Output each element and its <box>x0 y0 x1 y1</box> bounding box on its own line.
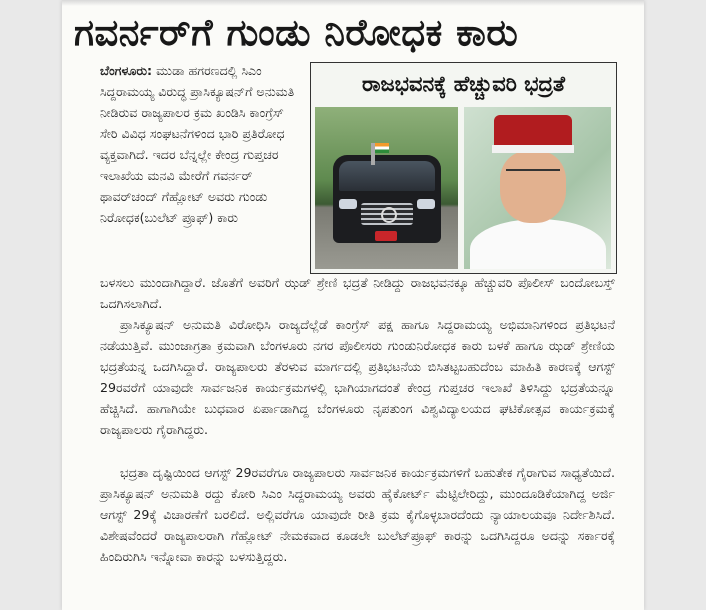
body-paragraph-1: ಬಳಸಲು ಮುಂದಾಗಿದ್ದಾರೆ. ಜೊತೆಗೆ ಅವರಿಗೆ ಝಡ್ ಶ್ರೇಣಿ ಭದ್ರತೆ ನೀಡಿದ್ದು ರಾಜಭವನಕ್ಕೂ ಹೆಚ್ಚುವರಿ ಪೊಲೀಸ್ ಬಂದೋಬಸ್ತ್ ಒದಗಿಸಲಾಗಿದೆ. <box>100 275 615 311</box>
car-windshield <box>339 161 435 191</box>
intro-column <box>100 60 305 228</box>
car-headlight-right <box>417 199 435 209</box>
flag-icon <box>375 143 389 153</box>
intro-paragraph <box>100 60 305 228</box>
bulletproof-car-photo <box>315 107 458 269</box>
portrait-glasses <box>506 169 560 183</box>
newspaper-clipping <box>62 0 644 610</box>
byline: ಬೆಂಗಳೂರು: <box>100 63 153 78</box>
photo-box <box>310 62 617 274</box>
body-paragraph-2: ಪ್ರಾಸಿಕ್ಯೂಷನ್ ಅನುಮತಿ ವಿರೋಧಿಸಿ ರಾಜ್ಯದೆಲ್ಲೆಡೆ ಕಾಂಗ್ರೆಸ್ ಪಕ್ಷ ಹಾಗೂ ಸಿದ್ದರಾಮಯ್ಯ ಅಭಿಮಾನಿಗಳಿಂದ ಪ್ರತಿಭಟನೆ ನಡೆಯುತ್ತಿವೆ. ಮುಂಜಾಗ್ರತಾ ಕ್ರಮವಾಗಿ ಬೆಂಗಳೂರು ನಗರ ಪೊಲೀಸರು ಗುಂಡುನಿರೋಧಕ ಕಾರು ಬಳಕೆ ಹಾಗೂ ಝಡ್ ಶ್ರೇಣಿಯ ಭದ್ರತೆಯನ್ನ ಒದಗಿಸಿದ್ದಾರೆ. ರಾಜ್ಯಪಾಲರು ತೆರಳುವ ಮಾರ್ಗದಲ್ಲಿ ಪ್ರತಿಭಟನೆಯ ಬಿಸಿತಟ್ಟಬಹುದೆಂಬ ಮಾಹಿತಿ ಕಾರಣಕ್ಕೆ ಆಗಸ್ಟ್ 29ರವರೆಗೆ ಯಾವುದೇ ಸಾರ್ವಜನಿಕ ಕಾರ್ಯಕ್ರಮಗಳಲ್ಲಿ ಭಾಗಿಯಾಗದಂತೆ ಕೇಂದ್ರ ಗುಪ್ತಚರ ಇಲಾಖೆ ತಿಳಿಸಿದ್ದು ಭದ್ರತೆಯನ್ನೂ ಹೆಚ್ಚಿಸಿದೆ. ಹಾಗಾಗಿಯೇ ಬುಧವಾರ ಏರ್ಪಾಡಾಗಿದ್ದ ಬೆಂಗಳೂರು ನೃಪತುಂಗ ವಿಶ್ವವಿದ್ಯಾಲಯದ ಘಟಿಕೋತ್ಸವ ಕಾರ್ಯಕ್ರಮಕ್ಕೆ ರಾಜ್ಯಪಾಲರು ಗೈರಾಗಿದ್ದರು. <box>100 317 615 437</box>
portrait-face <box>500 151 566 223</box>
governor-portrait-photo <box>464 107 611 269</box>
car-headlight-left <box>339 199 357 209</box>
photo-box-title: ರಾಜಭವನಕ್ಕೆ ಹೆಚ್ಚುವರಿ ಭದ್ರತೆ <box>362 72 565 96</box>
top-edge <box>62 0 644 6</box>
body-paragraph-3: ಭದ್ರತಾ ದೃಷ್ಟಿಯಿಂದ ಆಗಸ್ಟ್ 29ರವರೆಗೂ ರಾಜ್ಯಪಾಲರು ಸಾರ್ವಜನಿಕ ಕಾರ್ಯಕ್ರಮಗಳಿಗೆ ಬಹುತೇಕ ಗೈರಾಗುವ ಸಾಧ್ಯತೆಯಿದೆ. ಪ್ರಾಸಿಕ್ಯೂಷನ್ ಅನುಮತಿ ರದ್ದು ಕೋರಿ ಸಿಎಂ ಸಿದ್ದರಾಮಯ್ಯ ಅವರು ಹೈಕೋರ್ಟ್ ಮೆಟ್ಟಿಲೇರಿದ್ದು, ಮುಂದೂಡಿಕೆಯಾಗಿದ್ದ ಅರ್ಜಿ ಆಗಸ್ಟ್ 29ಕ್ಕೆ ವಿಚಾರಣೆಗೆ ಬರಲಿದೆ. ಅಲ್ಲಿವರೆಗೂ ಯಾವುದೇ ರೀತಿ ಕ್ರಮ ಕೈಗೊಳ್ಳಬಾರದೆಂದು ನ್ಯಾಯಾಲಯವೂ ನಿರ್ದೇಶಿಸಿದೆ. ವಿಶೇಷವೆಂದರೆ ರಾಜ್ಯಪಾಲರಾಗಿ ಗೆಹ್ಲೋಟ್ ನೇಮಕವಾದ ಕೂಡಲೇ ಬುಲೆಟ್‌ಪ್ರೂಫ್ ಕಾರನ್ನು ಒದಗಿಸಿದ್ದರೂ ಅದನ್ನು ಸರ್ಕಾರಕ್ಕೆ ಹಿಂದಿರುಗಿಸಿ ಇನ್ನೋವಾ ಕಾರನ್ನು ಬಳಸುತ್ತಿದ್ದರು. <box>100 465 615 564</box>
intro-text: ಮುಡಾ ಹಗರಣದಲ್ಲಿ ಸಿಎಂ ಸಿದ್ದರಾಮಯ್ಯ ವಿರುದ್ಧ ಪ್ರಾಸಿಕ್ಯೂಷನ್‌ಗೆ ಅನುಮತಿ ನೀಡಿರುವ ರಾಜ್ಯಪಾಲರ ಕ್ರಮ ಖಂಡಿಸಿ ಕಾಂಗ್ರೆಸ್ ಸೇರಿ ವಿವಿಧ ಸಂಘಟನೆಗಳಿಂದ ಭಾರಿ ಪ್ರತಿರೋಧ ವ್ಯಕ್ತವಾಗಿದೆ. ಇದರ ಬೆನ್ನಲ್ಲೇ ಕೇಂದ್ರ ಗುಪ್ತಚರ ಇಲಾಖೆಯ ಮನವಿ ಮೇರೆಗೆ ಗವರ್ನರ್ ಥಾವರ್‌ಚಂದ್ ಗೆಹ್ಲೋಟ್ ಅವರು ಗುಂಡು ನಿರೋಧಕ(ಬುಲೆಟ್ ಪ್ರೂಫ್) ಕಾರು <box>100 63 295 225</box>
portrait-cap-band <box>492 145 574 153</box>
car-emblem <box>381 207 397 223</box>
portrait-shirt <box>470 219 606 269</box>
headline: ಗವರ್ನರ್‌ಗೆ ಗುಂಡು ನಿರೋಧಕ ಕಾರು <box>74 11 519 54</box>
car-number-plate <box>375 231 397 241</box>
